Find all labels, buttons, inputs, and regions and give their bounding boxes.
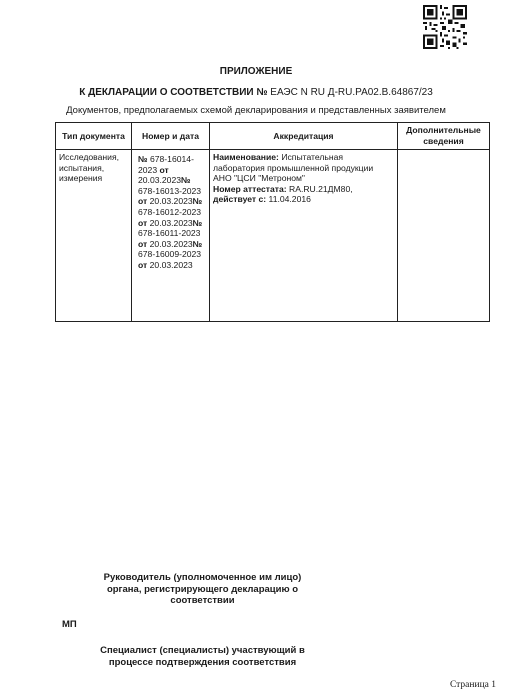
table-row — [56, 150, 490, 322]
number-date-separator: от — [138, 238, 150, 249]
number-date-separator: от — [138, 196, 150, 207]
document-date: 20.03.2023 — [138, 175, 182, 186]
document-number: 678-16012-2023 — [138, 206, 202, 217]
document-date: 20.03.2023 — [149, 196, 193, 207]
number-prefix: № — [192, 238, 203, 249]
column-header: Дополнительные сведения — [398, 123, 490, 150]
declaration-prefix: К ДЕКЛАРАЦИИ О СООТВЕТСТВИИ № — [79, 87, 268, 98]
document-number: 678-16011-2023 — [138, 228, 201, 239]
number-prefix: № — [138, 154, 150, 164]
column-header: Аккредитация — [210, 123, 398, 150]
valid-from-value: 11.04.2016 — [268, 194, 311, 205]
document-number: 678-16014-2023 — [138, 154, 194, 175]
column-header: Тип документа — [56, 123, 132, 150]
number-prefix: № — [192, 217, 203, 228]
document-number: 678-16009-2023 — [138, 249, 202, 260]
page-subtitle: Документов, предполагаемых схемой декларирования и представленных заявителем — [66, 105, 446, 116]
number-date-separator: от — [157, 164, 169, 175]
page-title: ПРИЛОЖЕНИЕ — [219, 66, 293, 77]
number-prefix: № — [181, 175, 191, 186]
table-header-row — [56, 123, 490, 150]
certificate-value: RA.RU.21ДМ80, — [289, 183, 353, 194]
document-date: 20.03.2023 — [149, 217, 193, 228]
specialist-signature-label: Специалист (специалисты) участвующий в процессе подтверждения соответствия — [100, 645, 305, 668]
document-date: 20.03.2023 — [149, 238, 193, 249]
page-number: Страница 1 — [449, 680, 496, 690]
accreditation-name-value: Испытательная лаборатория промышленной продукции АНО "ЦСИ "Метроном" — [213, 152, 374, 184]
declaration-line — [0, 87, 512, 98]
qr-code-icon — [423, 5, 467, 49]
number-prefix: № — [192, 196, 203, 207]
declaration-number: ЕАЭС N RU Д-RU.PA02.B.64867/23 — [270, 87, 433, 98]
column-header: Номер и дата — [132, 123, 210, 150]
number-date-separator: от — [138, 259, 150, 270]
certificate-label: Номер аттестата: — [213, 183, 287, 194]
number-list — [135, 152, 206, 319]
doc-type-cell: Исследования, испытания, измерения — [56, 150, 132, 322]
document-number: 678-16013-2023 — [138, 185, 202, 196]
head-signature-label: Руководитель (уполномоченное им лицо) органа, регистрирующего декларацию о соответствии — [103, 572, 302, 606]
accreditation-name-label: Наименование: — [213, 152, 279, 162]
number-date-separator: от — [138, 217, 150, 228]
document-date: 20.03.2023 — [149, 259, 193, 270]
valid-from-label: действует с: — [213, 194, 267, 205]
number-date-cell — [132, 150, 210, 322]
stamp-place-label: МП — [62, 619, 77, 630]
documents-table — [55, 122, 490, 322]
additional-info-cell — [398, 150, 490, 322]
accreditation-cell — [210, 150, 398, 322]
